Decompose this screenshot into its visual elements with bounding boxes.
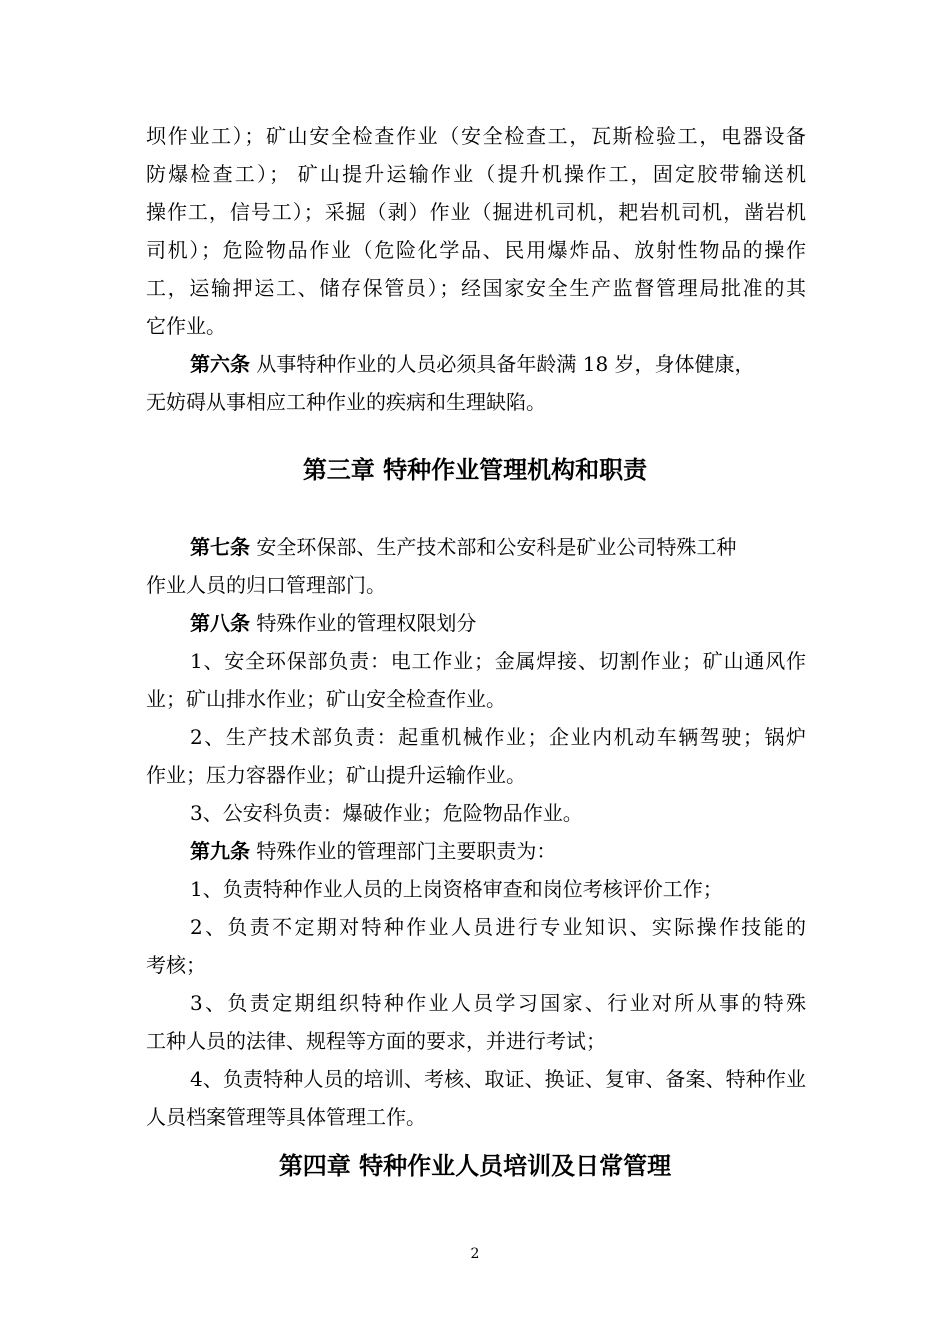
article-label: 第九条 <box>190 839 250 863</box>
chapter-heading: 第三章 特种作业管理机构和职责 <box>302 456 648 484</box>
article-8 <box>190 604 806 642</box>
article-text: 特殊作业的管理部门主要职责为： <box>256 839 557 863</box>
paragraph-line: 司机）；危险物品作业（危险化学品、民用爆炸品、放射性物品的操作 <box>146 238 806 262</box>
paragraph-line: 防爆检查工）； 矿山提升运输作业（提升机操作工，固定胶带输送机 <box>146 162 806 186</box>
list-item-continued: 工种人员的法律、规程等方面的要求，并进行考试； <box>146 1029 606 1053</box>
list-item: 3、公安科负责：爆破作业；危险物品作业。 <box>190 801 583 825</box>
page-number: 2 <box>470 1246 480 1262</box>
list-item: 2、负责不定期对特种作业人员进行专业知识、实际操作技能的 <box>190 915 806 939</box>
list-item-continued: 人员档案管理等具体管理工作。 <box>146 1105 426 1129</box>
paragraph-line: 工，运输押运工、储存保管员）；经国家安全生产监督管理局批准的其 <box>146 276 806 300</box>
article-7 <box>190 528 806 566</box>
list-item: 1、安全环保部负责：电工作业；金属焊接、切割作业；矿山通风作 <box>190 649 806 673</box>
article-text: 从事特种作业的人员必须具备年龄满 18 岁，身体健康， <box>256 352 755 376</box>
article-label: 第八条 <box>190 611 250 635</box>
list-item: 1、负责特种作业人员的上岗资格审查和岗位考核评价工作； <box>190 877 723 901</box>
paragraph-line: 无妨碍从事相应工种作业的疾病和生理缺陷。 <box>146 390 546 414</box>
article-text: 特殊作业的管理权限划分 <box>256 611 477 635</box>
list-item: 3、负责定期组织特种作业人员学习国家、行业对所从事的特殊 <box>190 991 806 1015</box>
paragraph-line: 坝作业工）；矿山安全检查作业（安全检查工，瓦斯检验工，电器设备 <box>146 124 806 148</box>
list-item: 2、生产技术部负责：起重机械作业；企业内机动车辆驾驶；锅炉 <box>190 725 806 749</box>
article-9 <box>190 832 806 870</box>
list-item-continued: 业；矿山排水作业；矿山安全检查作业。 <box>146 687 506 711</box>
article-text: 安全环保部、生产技术部和公安科是矿业公司特殊工种 <box>256 535 737 559</box>
article-6 <box>190 345 806 383</box>
list-item-continued: 考核； <box>146 953 206 977</box>
list-item: 4、负责特种人员的培训、考核、取证、换证、复审、备案、特种作业 <box>190 1067 806 1091</box>
paragraph-line: 作业人员的归口管理部门。 <box>146 573 386 597</box>
article-label: 第六条 <box>190 352 250 376</box>
chapter-heading: 第四章 特种作业人员培训及日常管理 <box>278 1152 672 1180</box>
list-item-continued: 作业；压力容器作业；矿山提升运输作业。 <box>146 763 526 787</box>
paragraph-line: 它作业。 <box>146 314 226 338</box>
paragraph-line: 操作工，信号工）；采掘（剥）作业（掘进机司机，耙岩机司机，凿岩机 <box>146 200 806 224</box>
article-label: 第七条 <box>190 535 250 559</box>
